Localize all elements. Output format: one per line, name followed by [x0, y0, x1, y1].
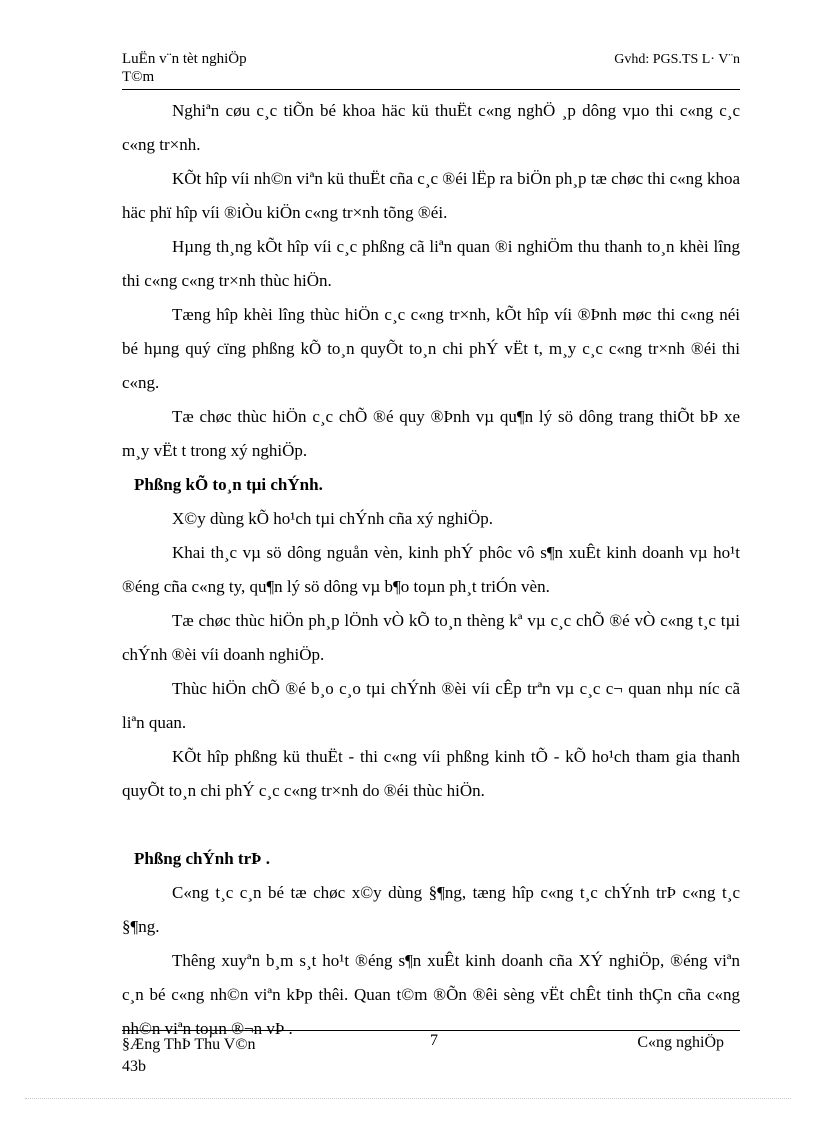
paragraph: X©y dùng kÕ ho¹ch tµi chÝnh cña xý nghiÖp. — [172, 509, 494, 528]
header-thesis-title: LuËn v¨n tèt nghiÖp — [122, 51, 247, 67]
page-body — [122, 94, 740, 1046]
page-number: 7 — [430, 1032, 438, 1049]
footer-left — [122, 1034, 256, 1078]
section-heading-accounting: Phßng kÕ to¸n tµi chÝnh. — [134, 475, 323, 494]
paragraph: Nghiªn cøu c¸c tiÕn bé khoa häc kü thuËt c«ng nghÖ ¸p dông vµo thi c«ng c¸c c«ng tr×nh. — [122, 101, 740, 154]
footer-class: 43b — [122, 1058, 146, 1075]
footer-divider — [122, 1030, 740, 1031]
paragraph: KÕt hîp phßng kü thuËt - thi c«ng víi phßng kinh tÕ - kÕ ho¹ch tham gia thanh quyÕt to¸n chi phÝ c¸c c«ng tr×nh do ®éi thùc hiÖn. — [122, 747, 740, 800]
footer-right: C«ng nghiÖp — [637, 1034, 724, 1051]
paragraph: Thêng xuyªn b¸m s¸t ho¹t ®éng s¶n xuÊt kinh doanh cña XÝ nghiÖp, ®éng viªn c¸n bé c«ng nh©n viªn kÞp thêi. Quan t©m ®Õn ®êi sèng vËt chÊt tinh thÇn cña c«ng nh©n viªn toµn ®¬n vÞ . — [122, 951, 740, 1038]
paragraph: C«ng t¸c c¸n bé tæ chøc x©y dùng §¶ng, tæng hîp c«ng t¸c chÝnh trÞ c«ng t¸c §¶ng. — [122, 883, 740, 936]
paragraph: Thùc hiÖn chÕ ®é b¸o c¸o tµi chÝnh ®èi víi cÊp trªn vµ c¸c c¬ quan nhµ níc cã liªn quan. — [122, 679, 740, 732]
paragraph: Tæ chøc thùc hiÖn ph¸p lÖnh vÒ kÕ to¸n thèng kª vµ c¸c chÕ ®é vÒ c«ng t¸c tµi chÝnh ®èi víi doanh nghiÖp. — [122, 611, 740, 664]
paragraph: Hµng th¸ng kÕt hîp víi c¸c phßng cã liªn quan ®i nghiÖm thu thanh to¸n khèi lîng thi c«ng c«ng tr×nh thùc hiÖn. — [122, 237, 740, 290]
section-heading-politics: Phßng chÝnh trÞ . — [134, 849, 271, 868]
paragraph: Khai th¸c vµ sö dông nguån vèn, kinh phÝ phôc vô s¶n xuÊt kinh doanh vµ ho¹t ®éng cña c«ng ty, qu¶n lý sö dông vµ b¶o toµn ph¸t triÓn vèn. — [122, 543, 740, 596]
header-thesis-title-cont: T©m — [122, 69, 155, 85]
header-left — [122, 50, 247, 86]
header-supervisor: Gvhd: PGS.TS L· V¨n — [614, 52, 740, 67]
paragraph: Tæng hîp khèi lîng thùc hiÖn c¸c c«ng tr×nh, kÕt hîp víi ®Þnh møc thi c«ng néi bé hµng quý cïng phßng kÕ to¸n quyÕt to¸n chi phÝ vËt t, m¸y c¸c c«ng tr×nh ®éi thi c«ng. — [122, 305, 740, 392]
paragraph: KÕt hîp víi nh©n viªn kü thuËt cña c¸c ®éi lËp ra biÖn ph¸p tæ chøc thi c«ng khoa häc phï hîp víi ®iÒu kiÖn c«ng tr×nh tõng ®éi. — [122, 169, 740, 222]
footer-author: §Æng ThÞ Thu V©n — [122, 1036, 256, 1053]
paragraph: Tæ chøc thùc hiÖn c¸c chÕ ®é quy ®Þnh vµ qu¶n lý sö dông trang thiÕt bÞ xe m¸y vËt t trong xý nghiÖp. — [122, 407, 740, 460]
header-divider — [122, 89, 740, 90]
page-edge-divider — [25, 1098, 791, 1099]
spacer — [122, 808, 740, 842]
